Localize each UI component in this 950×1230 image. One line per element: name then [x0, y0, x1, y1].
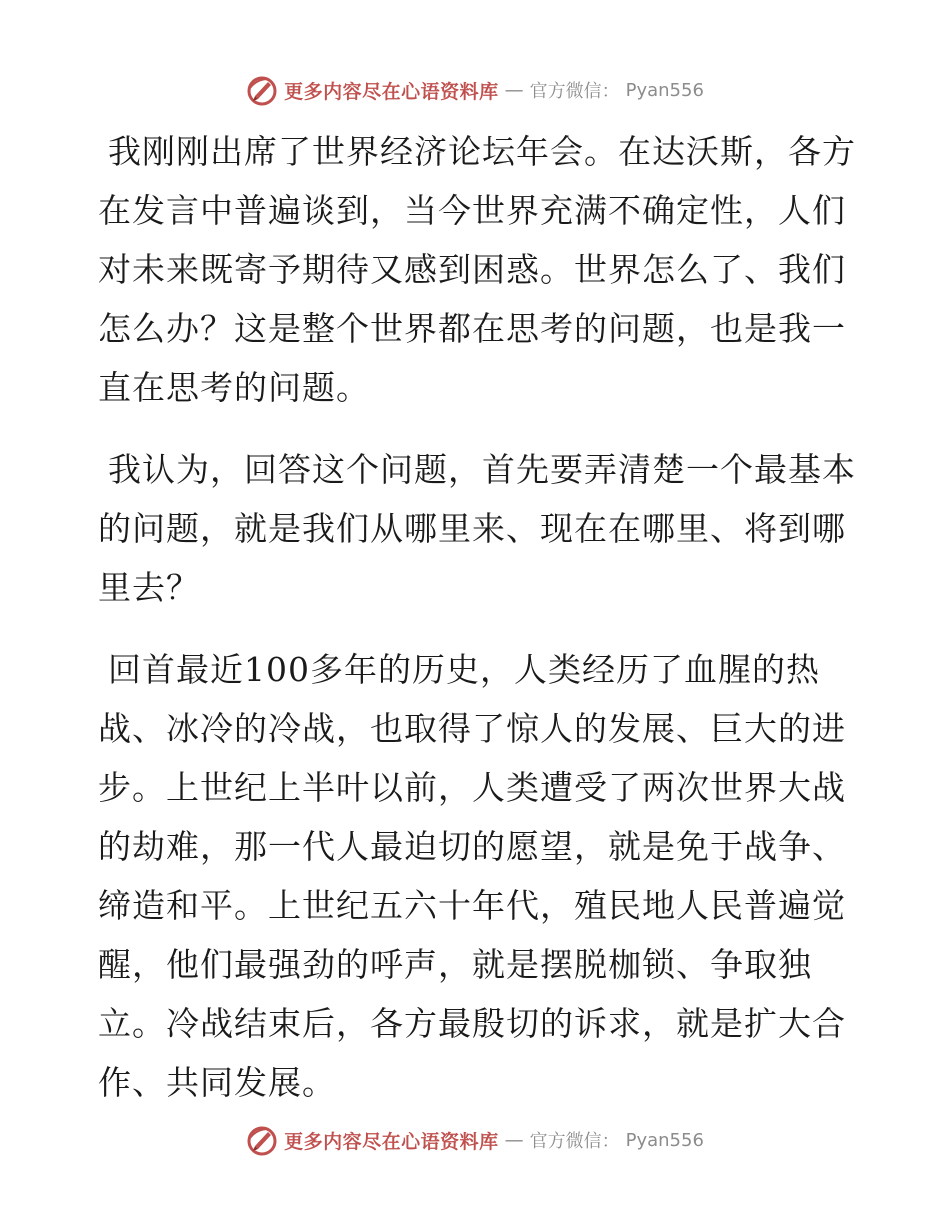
wechat-id: Pyan556 — [625, 1129, 704, 1151]
document-body — [98, 122, 858, 1135]
banner-dash: — — [504, 79, 524, 101]
promo-text: 更多内容尽在心语资料库 — [284, 80, 499, 103]
footer-watermark-banner — [0, 1120, 950, 1160]
pen-logo-icon — [246, 1124, 278, 1156]
wechat-label: 官方微信： — [529, 1131, 620, 1152]
wechat-label: 官方微信： — [529, 81, 620, 102]
wechat-id: Pyan556 — [625, 79, 704, 101]
pen-logo-icon — [246, 74, 278, 106]
paragraph-2: 我认为，回答这个问题，首先要弄清楚一个最基本的问题，就是我们从哪里来、现在在哪里、将到哪里去？ — [98, 450, 856, 607]
promo-text: 更多内容尽在心语资料库 — [284, 1130, 499, 1153]
header-watermark-banner — [0, 70, 950, 110]
banner-dash: — — [504, 1129, 524, 1151]
paragraph-1: 我刚刚出席了世界经济论坛年会。在达沃斯，各方在发言中普遍谈到，当今世界充满不确定性，人们对未来既寄予期待又感到困惑。世界怎么了、我们怎么办？这是整个世界都在思考的问题，也是我一直在思考的问题。 — [98, 132, 856, 407]
paragraph-3: 回首最近100多年的历史，人类经历了血腥的热战、冰冷的冷战，也取得了惊人的发展、巨大的进步。上世纪上半叶以前，人类遭受了两次世界大战的劫难，那一代人最迫切的愿望，就是免于战争、缔造和平。上世纪五六十年代，殖民地人民普遍觉醒，他们最强劲的呼声，就是摆脱枷锁、争取独立。冷战结束后，各方最殷切的诉求，就是扩大合作、共同发展。 — [98, 650, 846, 1102]
